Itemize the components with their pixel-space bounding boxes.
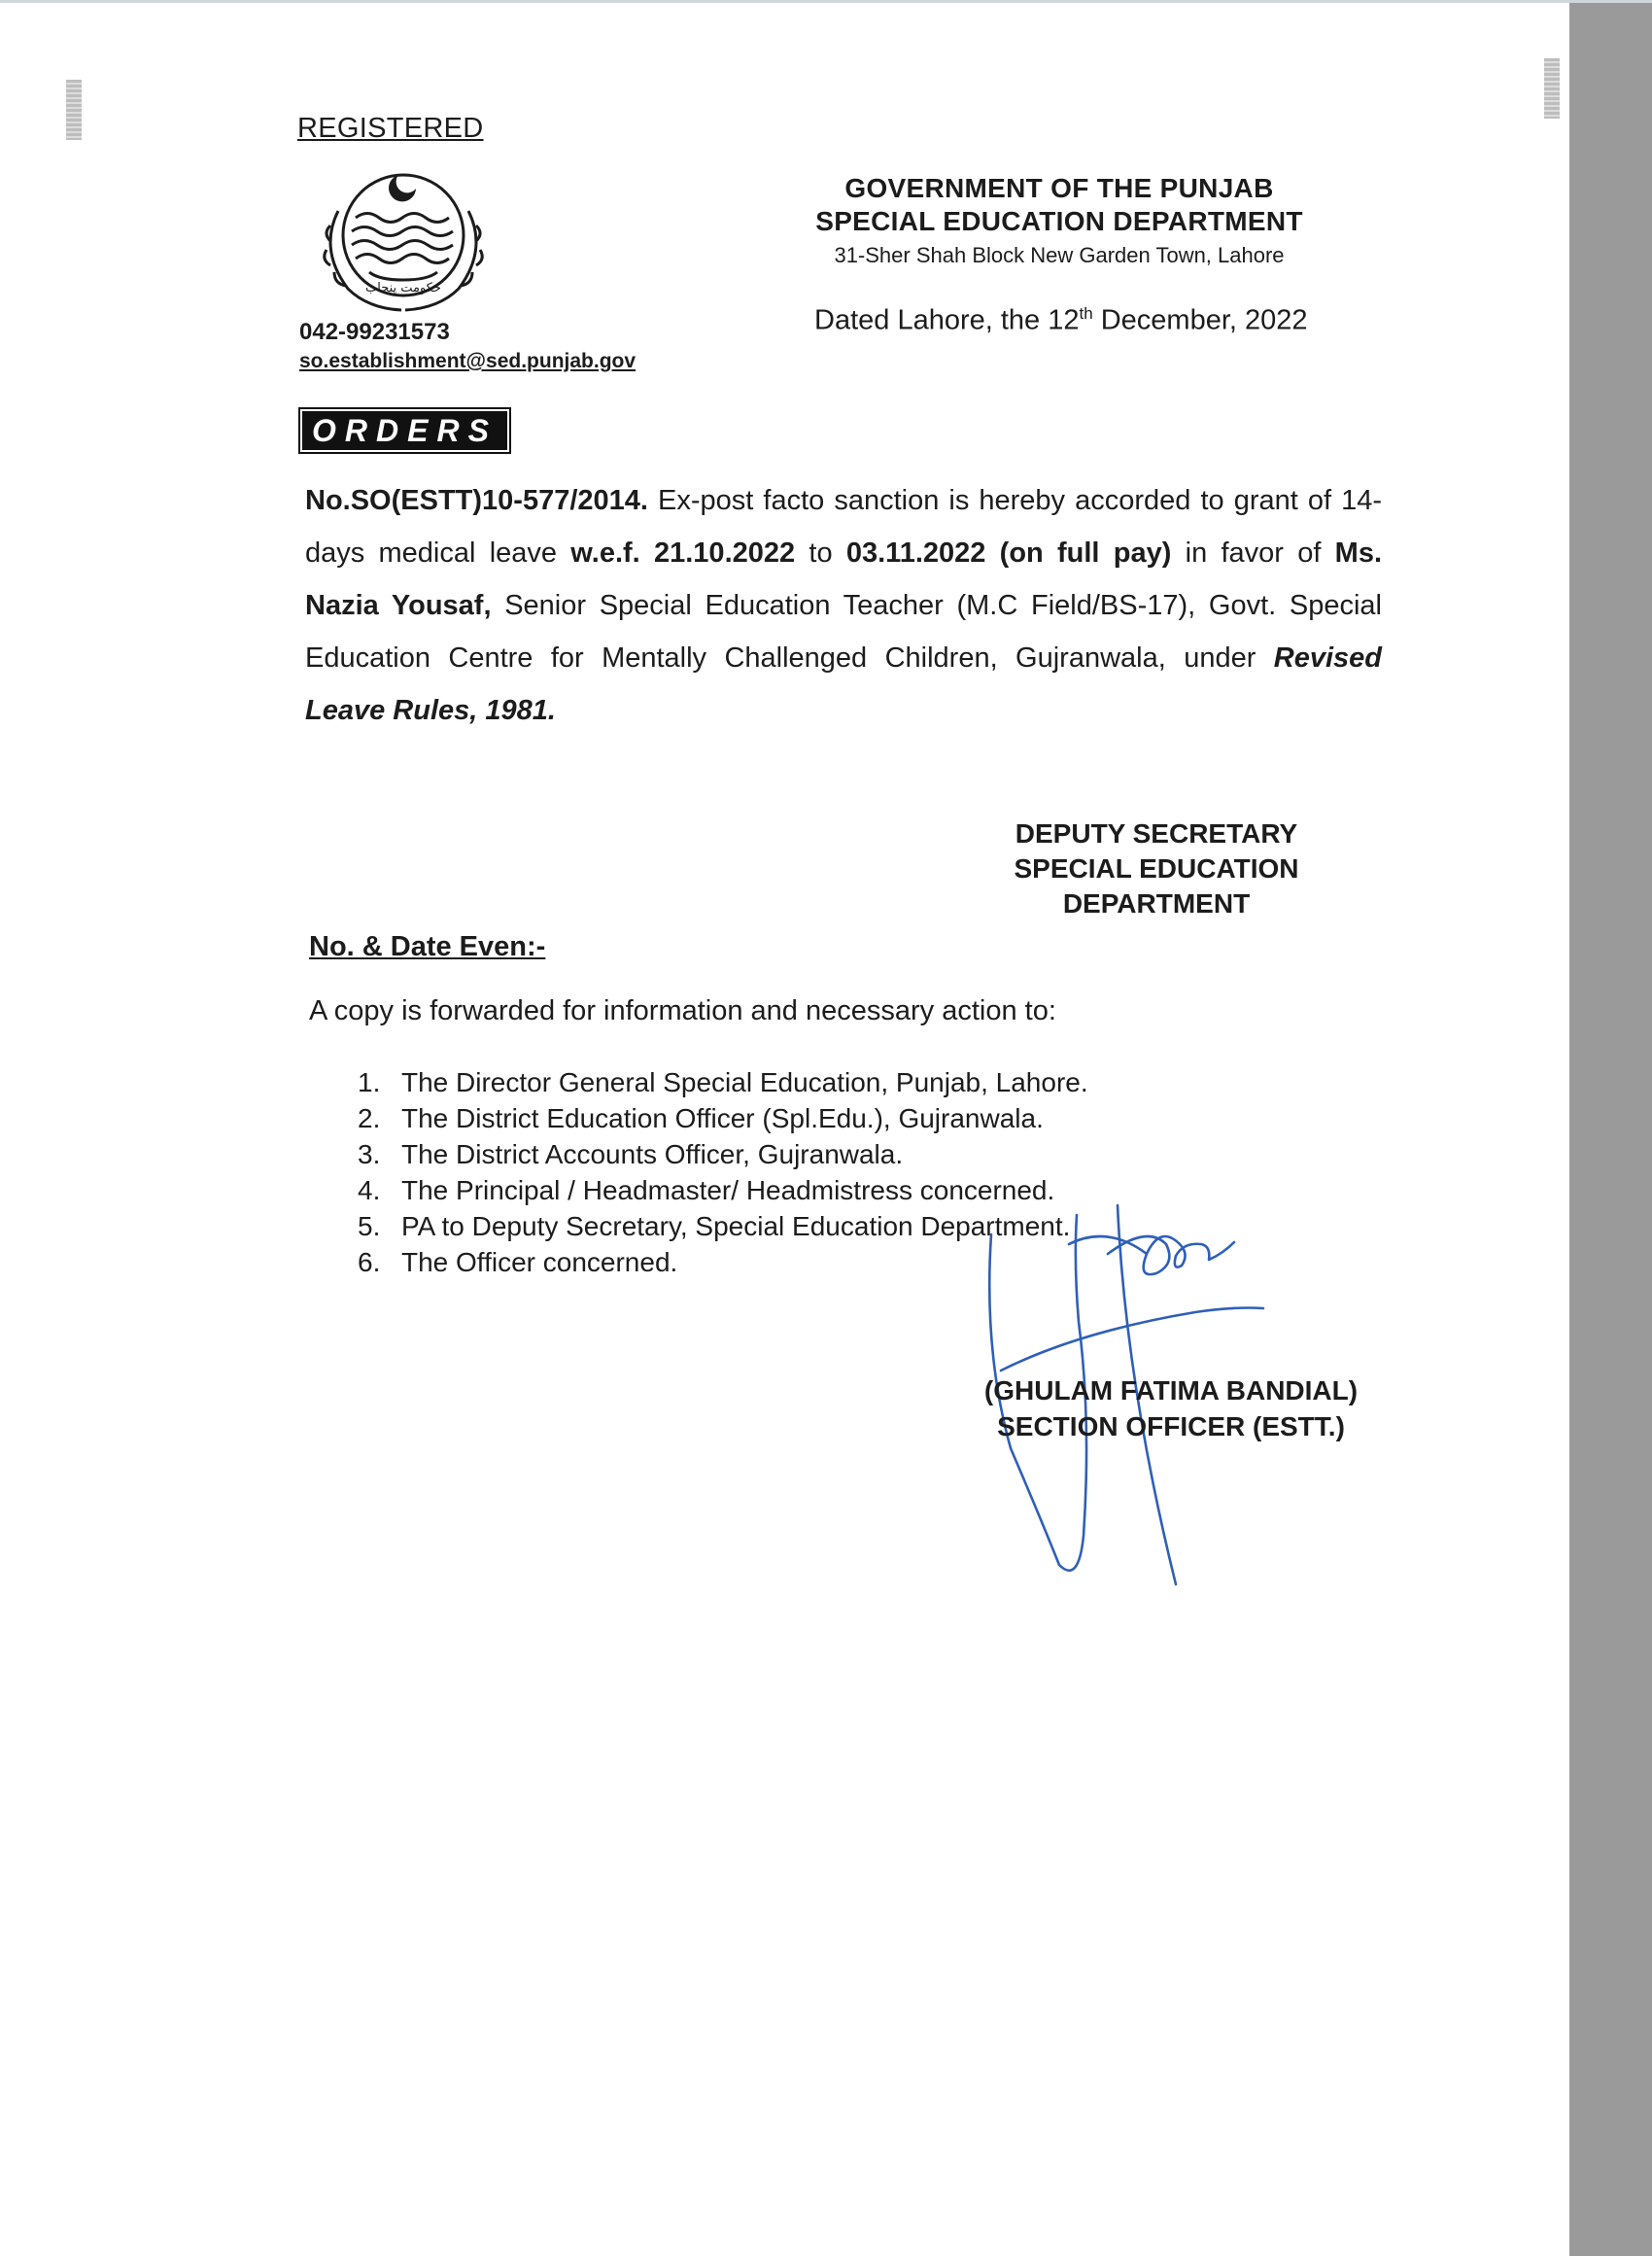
scan-mark-right (1544, 58, 1560, 119)
recipient-number: 1. (358, 1067, 381, 1097)
order-to: to (795, 538, 846, 569)
order-text-1: Ex-post facto sanction is hereby accorded to grant of 14-days medical leave (305, 485, 1382, 569)
recipient-item (358, 1064, 1088, 1100)
date-prefix: Dated Lahore, the 12 (814, 304, 1080, 336)
recipient-number: 5. (358, 1211, 381, 1241)
section-officer-name: (GHULAM FATIMA BANDIAL) (983, 1375, 1359, 1406)
section-officer-title: SECTION OFFICER (ESTT.) (997, 1411, 1345, 1441)
order-number: No.SO(ESTT)10-577/2014. (305, 485, 648, 516)
copy-intro: A copy is forwarded for information and necessary action to: (309, 995, 1056, 1026)
punjab-emblem-logo (309, 157, 499, 323)
date-line (814, 304, 1308, 337)
order-text-2: in favor of (1171, 538, 1335, 569)
recipient-text: The Officer concerned. (401, 1247, 678, 1277)
recipient-item (358, 1100, 1088, 1136)
recipient-number: 6. (358, 1247, 381, 1277)
date-superscript: th (1079, 304, 1093, 323)
registered-label: REGISTERED (297, 113, 484, 144)
svg-text:حکومت پنجاب: حکومت پنجاب (365, 281, 441, 295)
deputy-line-3: DEPARTMENT (1062, 888, 1251, 919)
phone-number: 042-99231573 (299, 319, 450, 345)
recipient-text: PA to Deputy Secretary, Special Education Department. (401, 1211, 1071, 1241)
order-rules: Revised Leave Rules, 1981. (305, 642, 1382, 726)
recipient-text: The Director General Special Education, Punjab, Lahore. (401, 1067, 1088, 1097)
orders-heading (302, 411, 507, 450)
recipient-text: The District Accounts Officer, Gujranwala. (401, 1139, 904, 1169)
deputy-secretary-signature-block (972, 816, 1341, 921)
scan-top-edge (0, 0, 1652, 3)
section-officer-signature-block (947, 1372, 1394, 1444)
recipient-number: 2. (358, 1103, 381, 1133)
orders-label: ORDERS (312, 413, 498, 448)
deputy-line-2: SPECIAL EDUCATION (1014, 853, 1299, 884)
order-paragraph (305, 474, 1382, 737)
government-title: GOVERNMENT OF THE PUNJAB (844, 173, 1274, 203)
even-heading: No. & Date Even:- (309, 931, 546, 962)
recipient-number: 4. (358, 1175, 381, 1205)
department-title: SPECIAL EDUCATION DEPARTMENT (815, 206, 1303, 236)
department-header (758, 173, 1360, 268)
email-address[interactable]: so.establishment@sed.punjab.gov (299, 350, 637, 372)
order-employee-name: Ms. Nazia Yousaf, (305, 538, 1382, 621)
recipient-text: The Principal / Headmaster/ Headmistress concerned. (401, 1175, 1055, 1205)
recipient-text: The District Education Officer (Spl.Edu.), Gujranwala. (401, 1103, 1044, 1133)
date-suffix: December, 2022 (1092, 304, 1308, 336)
recipient-number: 3. (358, 1139, 381, 1169)
deputy-line-1: DEPUTY SECRETARY (1015, 818, 1298, 849)
order-end-date: 03.11.2022 (on full pay) (845, 538, 1172, 569)
department-address: 31-Sher Shah Block New Garden Town, Lahore (834, 243, 1285, 267)
order-text-3: Senior Special Education Teacher (M.C Field/BS-17), Govt. Special Education Centre for Mentally Challenged Children, Gujranwala, under (305, 590, 1382, 674)
recipient-item (358, 1136, 1088, 1172)
order-wef-date: w.e.f. 21.10.2022 (570, 538, 796, 569)
scan-mark-left (66, 80, 82, 140)
